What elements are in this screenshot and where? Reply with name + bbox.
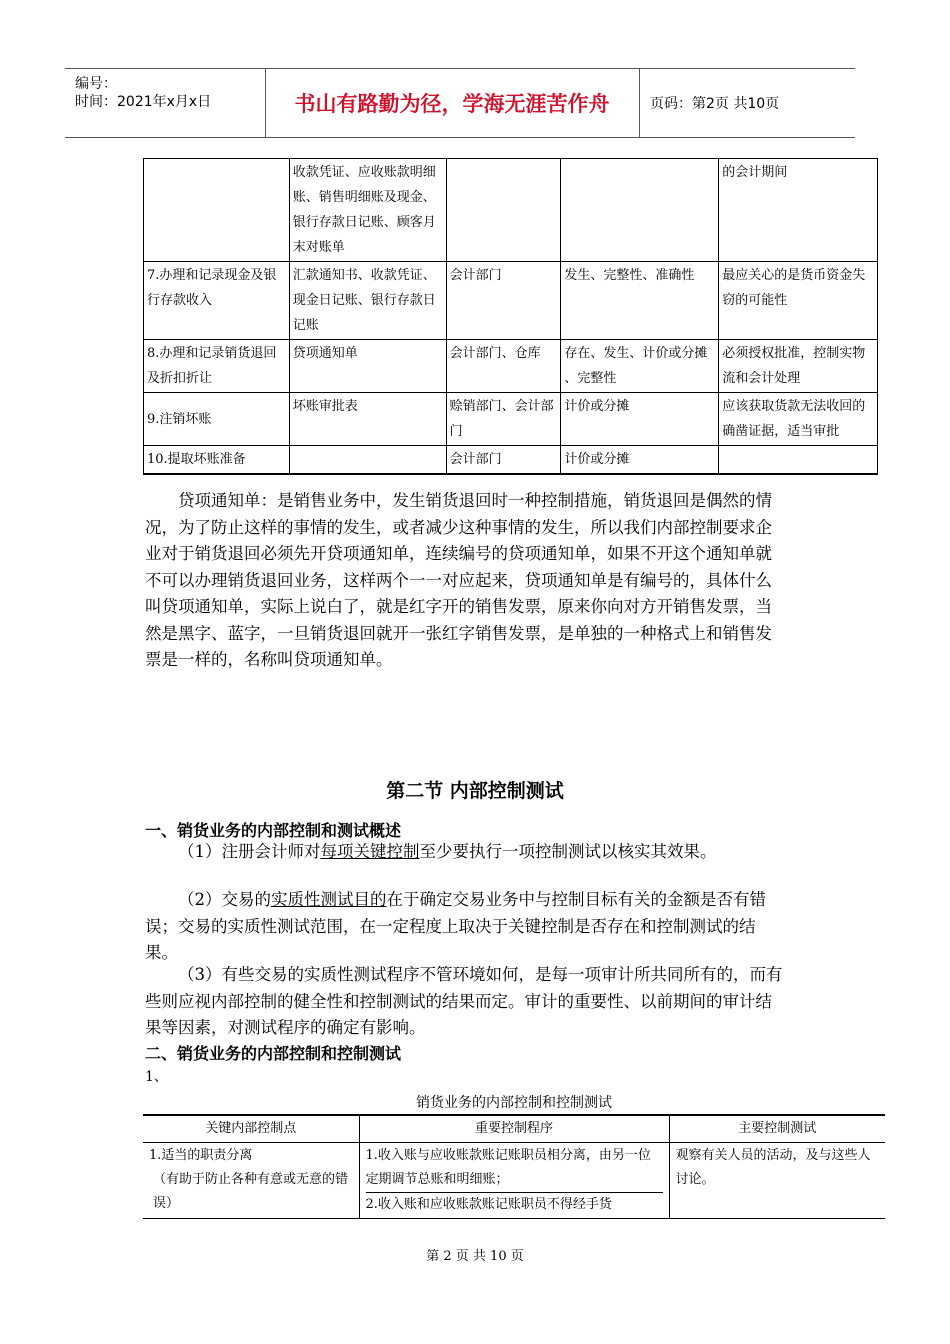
table-row: [144, 262, 878, 340]
table-cell: [143, 1143, 359, 1219]
underlined-text: 每项关键控制: [320, 842, 420, 861]
table-cell: 计价或分摊: [561, 446, 719, 475]
table-cell: 贷项通知单: [289, 340, 446, 393]
table-cell: 赊销部门、会计部门: [446, 393, 561, 446]
table-cell: 坏账审批表: [289, 393, 446, 446]
table-cell: 发生、完整性、准确性: [561, 262, 719, 340]
control-table-continued: [143, 158, 878, 475]
table-row: [144, 446, 878, 475]
column-header: 关键内部控制点: [143, 1115, 359, 1143]
table-cell: 会计部门: [446, 262, 561, 340]
time-label: 时间：2021年x月x日: [75, 94, 212, 110]
cell-line: 观察有关人员的活动，及与这些人讨论。: [675, 1148, 871, 1187]
table-cell: 应该获取货款无法收回的确凿证据，适当审批: [719, 393, 878, 446]
page-header: [65, 68, 855, 138]
number-label: 编号：: [75, 76, 117, 92]
table2-title: 销货业务的内部控制和控制测试: [416, 1095, 612, 1111]
table-cell: 计价或分摊: [561, 393, 719, 446]
table-cell: [359, 1143, 669, 1219]
table-cell: 必须授权批准，控制实物流和会计处理: [719, 340, 878, 393]
header-page-label: 页码：第2页 共10页: [650, 96, 780, 112]
table-cell: 10.提取坏账准备: [144, 446, 290, 475]
table-cell: [561, 159, 719, 262]
table-cell: 会计部门、仓库: [446, 340, 561, 393]
table-row: [144, 340, 878, 393]
column-header: 重要控制程序: [359, 1115, 669, 1143]
table-cell: [289, 446, 446, 475]
paragraph-1: [145, 839, 785, 866]
paragraph-2: [145, 887, 785, 967]
table-cell: 9.注销坏账: [144, 393, 290, 446]
item-number: 1、: [145, 1069, 168, 1085]
cell-line: 1.收入账与应收账款账记账职员相分离，由另一位定期调节总账和明细账；: [366, 1144, 663, 1193]
sales-control-table: [143, 1114, 885, 1219]
table-row: [144, 159, 878, 262]
text: 至少要执行一项控制测试以核实其效果。: [419, 842, 717, 861]
table-cell: 收款凭证、应收账款明细账、销售明细账及现金、银行存款日记账、顾客月末对账单: [289, 159, 446, 262]
text: （1）注册会计师对: [178, 842, 321, 861]
cell-line: 1.适当的职责分离: [149, 1148, 253, 1163]
cell-line: （有助于防止各种有意或无意的错误）: [153, 1172, 349, 1211]
table-cell: 8.办理和记录销货退回及折扣折让: [144, 340, 290, 393]
page-footer: 第 2 页 共 10 页: [426, 1249, 524, 1264]
table-cell: [446, 159, 561, 262]
table-cell: 最应关心的是货币资金失窃的可能性: [719, 262, 878, 340]
column-header: 主要控制测试: [669, 1115, 885, 1143]
underlined-text: 实质性测试目的: [271, 890, 387, 909]
table-cell: [669, 1143, 885, 1219]
table-cell: 存在、发生、计价或分摊 、完整性: [561, 340, 719, 393]
table-header-row: [143, 1115, 885, 1143]
table-cell: 汇款通知书、收款凭证、现金日记账、银行存款日记账: [289, 262, 446, 340]
header-meta: [65, 69, 266, 137]
table-cell: [144, 159, 290, 262]
header-motto: 书山有路勤为径，学海无涯苦作舟: [265, 69, 640, 137]
table-row: [144, 393, 878, 446]
table-cell: [719, 446, 878, 475]
heading-controls: 二、销货业务的内部控制和控制测试: [145, 1044, 402, 1063]
text: 在于确定交易业务中与控制目标有关的金额是否有错误；交易的实质性测试范围，在一定程度上取决于关键控制是否存在和控制测试的结果。: [145, 890, 766, 962]
table-cell: 会计部门: [446, 446, 561, 475]
text: （2）交易的: [178, 890, 271, 909]
heading-overview: 一、销货业务的内部控制和测试概述: [145, 821, 402, 840]
credit-note-paragraph: 贷项通知单：是销售业务中，发生销货退回时一种控制措施，销货退回是偶然的情况，为了防止这样的事情的发生，或者减少这种事情的发生，所以我们内部控制要求企业对于销货退回必须先开贷项通知单，连续编号的贷项通知单，如果不开这个通知单就不可以办理销货退回业务，这样两个一一对应起来，贷项通知单是有编号的，具体什么叫贷项通知单，实际上说白了，就是红字开的销售发票，原来你向对方开销售发票，当然是黑字、蓝字，一旦销货退回就开一张红字销售发票，是单独的一种格式上和销售发票是一样的，名称叫贷项通知单。: [145, 491, 772, 669]
table-cell: 的会计期间: [719, 159, 878, 262]
table-cell: 7.办理和记录现金及银行存款收入: [144, 262, 290, 340]
section-title: 第二节 内部控制测试: [386, 780, 564, 802]
cell-line: 2.收入账和应收账款账记账职员不得经手货: [365, 1197, 612, 1212]
paragraph-3: （3）有些交易的实质性测试程序不管环境如何，是每一项审计所共同所有的，而有些则应视内部控制的健全性和控制测试的结果而定。审计的重要性、以前期间的审计结果等因素，对测试程序的确定有影响。: [145, 965, 783, 1037]
table-row: [143, 1143, 885, 1219]
